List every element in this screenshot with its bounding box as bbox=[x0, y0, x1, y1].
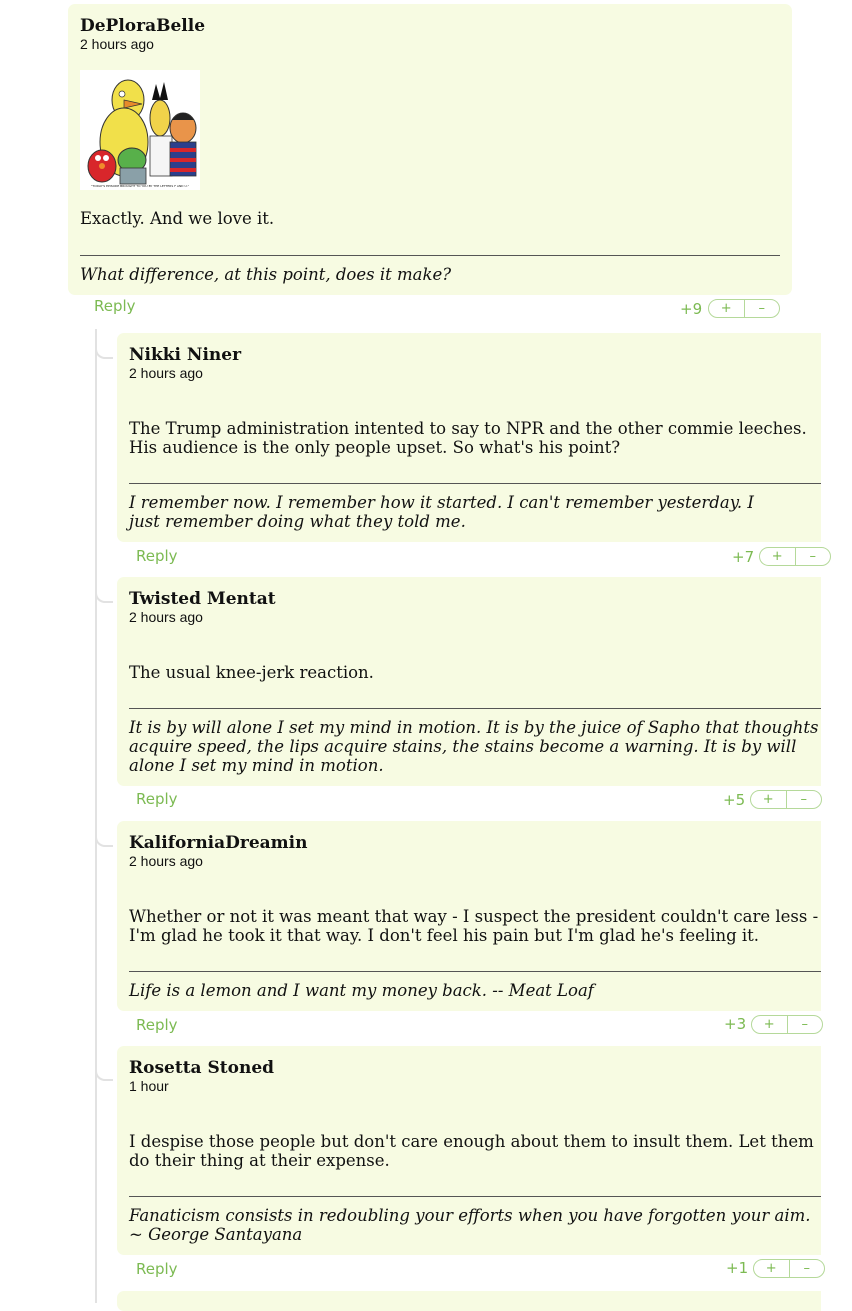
comment-body: Exactly. And we love it. bbox=[80, 209, 275, 228]
comment-body: I despise those people but don't care enough about them to insult them. Let them do their thing at their expense. bbox=[129, 1132, 814, 1170]
downvote-button[interactable]: – bbox=[800, 792, 807, 807]
vote-control bbox=[759, 547, 831, 566]
reply-button[interactable]: Reply bbox=[136, 1260, 178, 1278]
comment-image[interactable] bbox=[80, 70, 200, 190]
comment-body: The usual knee-jerk reaction. bbox=[129, 663, 374, 682]
signature-divider bbox=[80, 255, 780, 256]
signature-divider bbox=[129, 1196, 821, 1197]
comment-signature: Fanaticism consists in redoubling your efforts when you have forgotten your aim. ~ George Santayana bbox=[129, 1206, 811, 1244]
vote-score: +3 bbox=[724, 1015, 747, 1033]
thread-elbow bbox=[95, 333, 113, 359]
image-caption: "TODAY'S EPISODE BROUGHT TO YOU BY THE LETTERS F AND U." bbox=[91, 184, 189, 188]
downvote-button[interactable]: – bbox=[803, 1261, 810, 1276]
thread-elbow bbox=[95, 1055, 113, 1081]
thread-elbow bbox=[95, 821, 113, 847]
comment-body: Whether or not it was meant that way - I suspect the president couldn't care less - I'm glad he took it that way. I don't feel his pain but I'm glad he's feeling it. bbox=[129, 907, 819, 945]
comment-timestamp[interactable]: 2 hours ago bbox=[80, 36, 154, 52]
upvote-button[interactable]: + bbox=[760, 548, 796, 565]
vote-control bbox=[753, 1259, 825, 1278]
upvote-button[interactable]: + bbox=[709, 300, 745, 317]
comment-signature: It is by will alone I set my mind in motion. It is by the juice of Sapho that thoughts acquire speed, the lips acquire stains, the stains become a warning. It is by will alone I set my mind in motion. bbox=[129, 718, 819, 775]
comment-card bbox=[117, 821, 821, 1011]
thread-line bbox=[95, 329, 97, 1303]
vote-score: +5 bbox=[723, 791, 746, 809]
signature-divider bbox=[129, 971, 821, 972]
comment-timestamp[interactable]: 2 hours ago bbox=[129, 365, 203, 381]
thread-elbow bbox=[95, 577, 113, 603]
vote-control bbox=[750, 790, 822, 809]
comment-card-next bbox=[117, 1291, 821, 1311]
upvote-button[interactable]: + bbox=[752, 1016, 788, 1033]
comment-signature: I remember now. I remember how it started. I can't remember yesterday. I just remember doing what they told me. bbox=[129, 493, 754, 531]
signature-divider bbox=[129, 708, 821, 709]
comment-card bbox=[117, 333, 821, 542]
comment-author[interactable]: Twisted Mentat bbox=[129, 589, 276, 609]
comment-body: The Trump administration intented to say to NPR and the other commie leeches. His audience is the only people upset. So what's his point? bbox=[129, 419, 807, 457]
vote-score: +1 bbox=[726, 1259, 749, 1277]
comment-card bbox=[117, 1046, 821, 1255]
comment-timestamp[interactable]: 1 hour bbox=[129, 1078, 169, 1094]
comment-author[interactable]: Nikki Niner bbox=[129, 345, 242, 365]
comment-timestamp[interactable]: 2 hours ago bbox=[129, 609, 203, 625]
comment-signature: Life is a lemon and I want my money back. -- Meat Loaf bbox=[129, 981, 594, 1000]
downvote-button[interactable]: – bbox=[758, 301, 765, 316]
upvote-button[interactable]: + bbox=[754, 1260, 790, 1277]
reply-button[interactable]: Reply bbox=[136, 547, 178, 565]
vote-control bbox=[751, 1015, 823, 1034]
comment-card bbox=[117, 577, 821, 786]
reply-button[interactable]: Reply bbox=[136, 1016, 178, 1034]
vote-score: +9 bbox=[680, 300, 703, 318]
vote-score: +7 bbox=[732, 548, 755, 566]
signature-divider bbox=[129, 483, 821, 484]
comment-author[interactable]: KaliforniaDreamin bbox=[129, 833, 308, 853]
vote-control bbox=[708, 299, 780, 318]
reply-button[interactable]: Reply bbox=[94, 297, 136, 315]
reply-button[interactable]: Reply bbox=[136, 790, 178, 808]
comment-timestamp[interactable]: 2 hours ago bbox=[129, 853, 203, 869]
downvote-button[interactable]: – bbox=[809, 549, 816, 564]
upvote-button[interactable]: + bbox=[751, 791, 787, 808]
comment-signature: What difference, at this point, does it make? bbox=[80, 265, 452, 284]
comment-author[interactable]: DePloraBelle bbox=[80, 16, 206, 36]
downvote-button[interactable]: – bbox=[801, 1017, 808, 1032]
comment-author[interactable]: Rosetta Stoned bbox=[129, 1058, 275, 1078]
